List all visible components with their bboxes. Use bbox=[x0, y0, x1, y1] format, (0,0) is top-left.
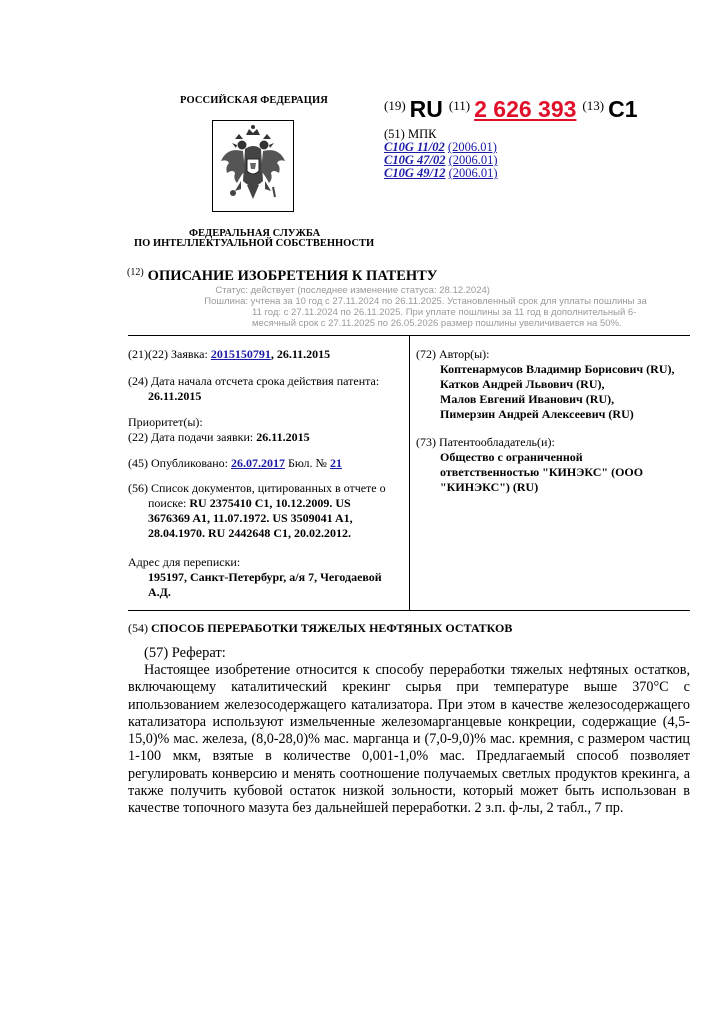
term-label: (24) Дата начала отсчета срока действия патента: bbox=[128, 374, 380, 388]
ipc-version-link[interactable]: (2006.01) bbox=[448, 153, 498, 167]
address-field bbox=[128, 555, 413, 600]
agency-name-line1: ФЕДЕРАЛЬНАЯ СЛУЖБА bbox=[189, 228, 321, 239]
filing-label: (22) Дата подачи заявки: bbox=[128, 430, 254, 444]
invention-name bbox=[128, 621, 512, 636]
code-11: (11) bbox=[448, 98, 471, 113]
published-date-link[interactable]: 26.07.2017 bbox=[230, 456, 285, 470]
authors-label: (72) Автор(ы): bbox=[416, 347, 490, 361]
country-name: РОССИЙСКАЯ ФЕДЕРАЦИЯ bbox=[180, 95, 328, 106]
authors-field bbox=[416, 347, 696, 422]
priority-label: Приоритет(ы): bbox=[128, 415, 203, 429]
status-value: действует (последнее изменение статуса: 28.12.2024) bbox=[250, 285, 490, 296]
cited-docs-text: 28.04.1970. RU 2442648 C1, 20.02.2012. bbox=[148, 526, 351, 540]
author-name: Коптенармусов Владимир Борисович (RU), bbox=[440, 362, 675, 376]
owner-label: (73) Патентообладатель(и): bbox=[416, 435, 555, 449]
ipc-code-link[interactable]: C10G 47/02 bbox=[384, 153, 446, 167]
bulletin-number-link[interactable]: 21 bbox=[329, 456, 342, 470]
address-text: А.Д. bbox=[148, 585, 171, 599]
owner-text: "КИНЭКС") (RU) bbox=[440, 480, 539, 494]
term-field bbox=[128, 374, 406, 404]
filing-date: 26.11.2015 bbox=[256, 430, 310, 444]
invention-title: СПОСОБ ПЕРЕРАБОТКИ ТЯЖЕЛЫХ НЕФТЯНЫХ ОСТАТКОВ bbox=[151, 621, 513, 635]
application-field bbox=[128, 347, 330, 362]
status-block bbox=[200, 285, 690, 329]
bulletin-label: Бюл. № bbox=[287, 456, 327, 470]
address-text: 195197, Санкт-Петербург, а/я 7, Чегодаевой bbox=[148, 570, 382, 584]
author-name: Малов Евгений Иванович (RU), bbox=[440, 392, 615, 406]
kind-code: C1 bbox=[608, 96, 638, 122]
published-field bbox=[128, 456, 342, 471]
address-label: Адрес для переписки: bbox=[128, 555, 241, 569]
title-text: ОПИСАНИЕ ИЗОБРЕТЕНИЯ К ПАТЕНТУ bbox=[147, 268, 438, 284]
code-19: (19) bbox=[384, 98, 406, 113]
ipc-list bbox=[384, 141, 498, 180]
author-name: Пимерзин Андрей Алексеевич (RU) bbox=[440, 407, 634, 421]
application-label: (21)(22) Заявка: bbox=[128, 347, 208, 361]
status-label: Статус: bbox=[215, 285, 248, 296]
owner-text: Общество с ограниченной bbox=[440, 450, 583, 464]
emblem-frame bbox=[212, 120, 294, 212]
cited-docs-text: 3676369 A1, 11.07.1972. US 3509041 A1, bbox=[148, 511, 353, 525]
patent-id-line bbox=[384, 96, 638, 123]
term-date: 26.11.2015 bbox=[148, 389, 202, 403]
code-12: (12) bbox=[127, 267, 144, 278]
abstract-text: Настоящее изобретение относится к способу переработки тяжелых нефтяных остатков, включающему каталитический крекинг сырья при температуре выше 370°С с ипользованием железосодержащего катализатора. При этом в качестве железосодержащего катализатора используют измельченные железомарганцевые конкреции, содержащие (4,5-15,0)% мас. железа, (8,0-28,0)% мас. марганца и (7,0-9,0)% мас. кремния, с размером частиц 1-100 мкм, взятые в количестве 0,001-1,0% мас. Предлагаемый способ позволяет регулировать конверсию и менять соотношение получаемых светлых продуктов крекинга, а также получить кубовой остаток низкой зольности, который может быть использован в качестве топочного мазута без дальнейшей переработки. 2 з.п. ф-лы, 2 табл., 7 пр. bbox=[128, 662, 690, 817]
ipc-version-link[interactable]: (2006.01) bbox=[448, 166, 498, 180]
owner-field bbox=[416, 435, 696, 495]
priority-field bbox=[128, 415, 406, 445]
application-date: , 26.11.2015 bbox=[270, 347, 331, 361]
code-54: (54) bbox=[128, 621, 148, 635]
ipc-label: (51) МПК bbox=[384, 127, 437, 141]
agency-name-line2: ПО ИНТЕЛЛЕКТУАЛЬНОЙ СОБСТВЕННОСТИ bbox=[134, 238, 375, 249]
code-13: (13) bbox=[582, 98, 605, 113]
document-title bbox=[127, 267, 437, 285]
fee-label: Пошлина: bbox=[204, 296, 248, 307]
ipc-version-link[interactable]: (2006.01) bbox=[447, 140, 497, 154]
cited-label: (56) Список документов, цитированных в отчете о bbox=[128, 481, 386, 495]
fee-line: 11 год: с 27.11.2024 по 26.11.2025. При уплате пошлины за 11 год в дополнительный 6- bbox=[252, 307, 637, 318]
ipc-code-link[interactable]: C10G 49/12 bbox=[384, 166, 446, 180]
cited-docs-text: RU 2375410 C1, 10.12.2009. US bbox=[189, 496, 351, 510]
country-code: RU bbox=[409, 96, 443, 122]
patent-number[interactable]: 2 626 393 bbox=[474, 96, 577, 122]
cited-label: поиске: bbox=[148, 496, 187, 510]
application-number-link[interactable]: 2015150791 bbox=[210, 347, 271, 361]
russian-coat-of-arms-icon bbox=[213, 121, 293, 211]
ipc-entry[interactable] bbox=[384, 167, 498, 180]
fee-line: месячный срок с 27.11.2025 по 26.05.2026 размер пошлины увеличивается на 50%. bbox=[252, 318, 622, 329]
owner-text: ответственностью "КИНЭКС" (ООО bbox=[440, 465, 644, 479]
author-name: Катков Андрей Львович (RU), bbox=[440, 377, 605, 391]
published-label: (45) Опубликовано: bbox=[128, 456, 228, 470]
abstract-label: (57) Реферат: bbox=[144, 645, 226, 661]
fee-line: учтена за 10 год с 27.11.2024 по 26.11.2025. Установленный срок для уплаты пошлины за bbox=[250, 296, 647, 307]
cited-docs-field bbox=[128, 481, 413, 541]
divider-bottom bbox=[128, 610, 690, 611]
ipc-code-link[interactable]: C10G 11/02 bbox=[384, 140, 445, 154]
